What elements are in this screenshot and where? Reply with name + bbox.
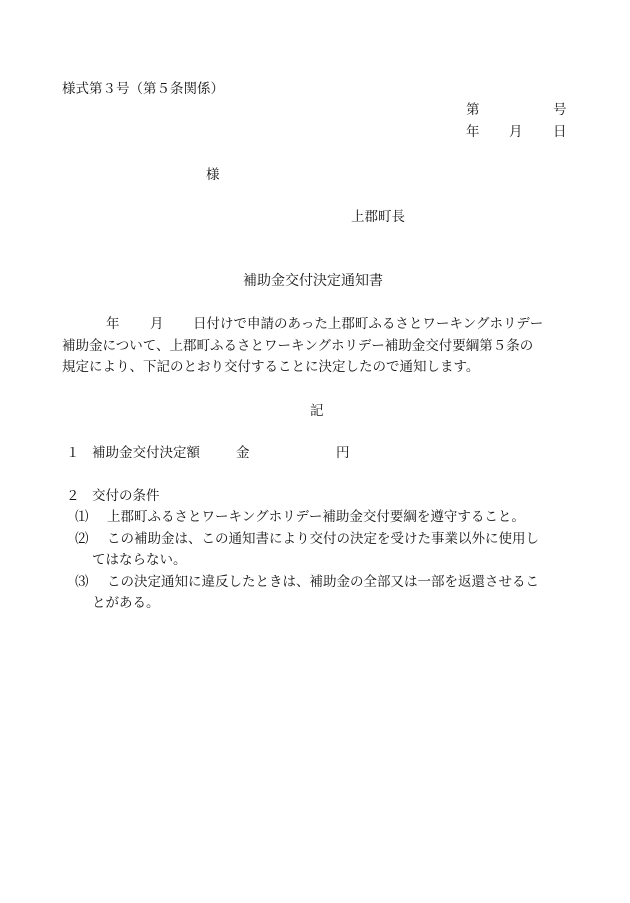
condition1-text: 上郡町ふるさとワーキングホリデー補助金交付要綱を遵守すること。 bbox=[107, 509, 525, 525]
condition2-line1: この補助金は、この通知書により交付の決定を受けた事業以外に使用し bbox=[107, 531, 539, 547]
body-text-line3: 規定により、下記のとおり交付することに決定したので通知します。 bbox=[62, 359, 480, 375]
section2-label: 交付の条件 bbox=[92, 488, 160, 504]
section1-kin: 金 bbox=[236, 445, 250, 461]
document-title: 補助金交付決定通知書 bbox=[243, 273, 383, 289]
body-text-line1: 日付けで申請のあった上郡町ふるさとワーキングホリデー bbox=[193, 316, 544, 332]
section1-number: １ bbox=[66, 445, 80, 461]
date-day: 日 bbox=[553, 124, 567, 140]
addressee-suffix: 様 bbox=[206, 167, 220, 183]
condition3-line1: この決定通知に違反したときは、補助金の全部又は一部を返還させるこ bbox=[107, 574, 539, 590]
condition3-line2: とがある。 bbox=[92, 595, 160, 611]
doc-number-suffix: 号 bbox=[553, 102, 567, 118]
date-year: 年 bbox=[466, 124, 480, 140]
body-month: 月 bbox=[150, 316, 164, 332]
doc-number-prefix: 第 bbox=[466, 102, 480, 118]
condition2-line2: てはならない。 bbox=[92, 552, 187, 568]
issuer: 上郡町長 bbox=[351, 209, 405, 225]
condition3-number: ⑶ bbox=[75, 574, 89, 590]
form-number: 様式第３号（第５条関係） bbox=[62, 81, 224, 97]
section2-number: ２ bbox=[66, 488, 80, 504]
condition1-number: ⑴ bbox=[75, 509, 89, 525]
body-year: 年 bbox=[106, 316, 120, 332]
condition2-number: ⑵ bbox=[75, 531, 89, 547]
date-month: 月 bbox=[509, 124, 523, 140]
ki-heading: 記 bbox=[310, 403, 324, 419]
body-text-line2: 補助金について、上郡町ふるさとワーキングホリデー補助金交付要綱第５条の bbox=[62, 338, 534, 354]
section1-label: 補助金交付決定額 bbox=[92, 445, 200, 461]
section1-yen: 円 bbox=[336, 445, 350, 461]
